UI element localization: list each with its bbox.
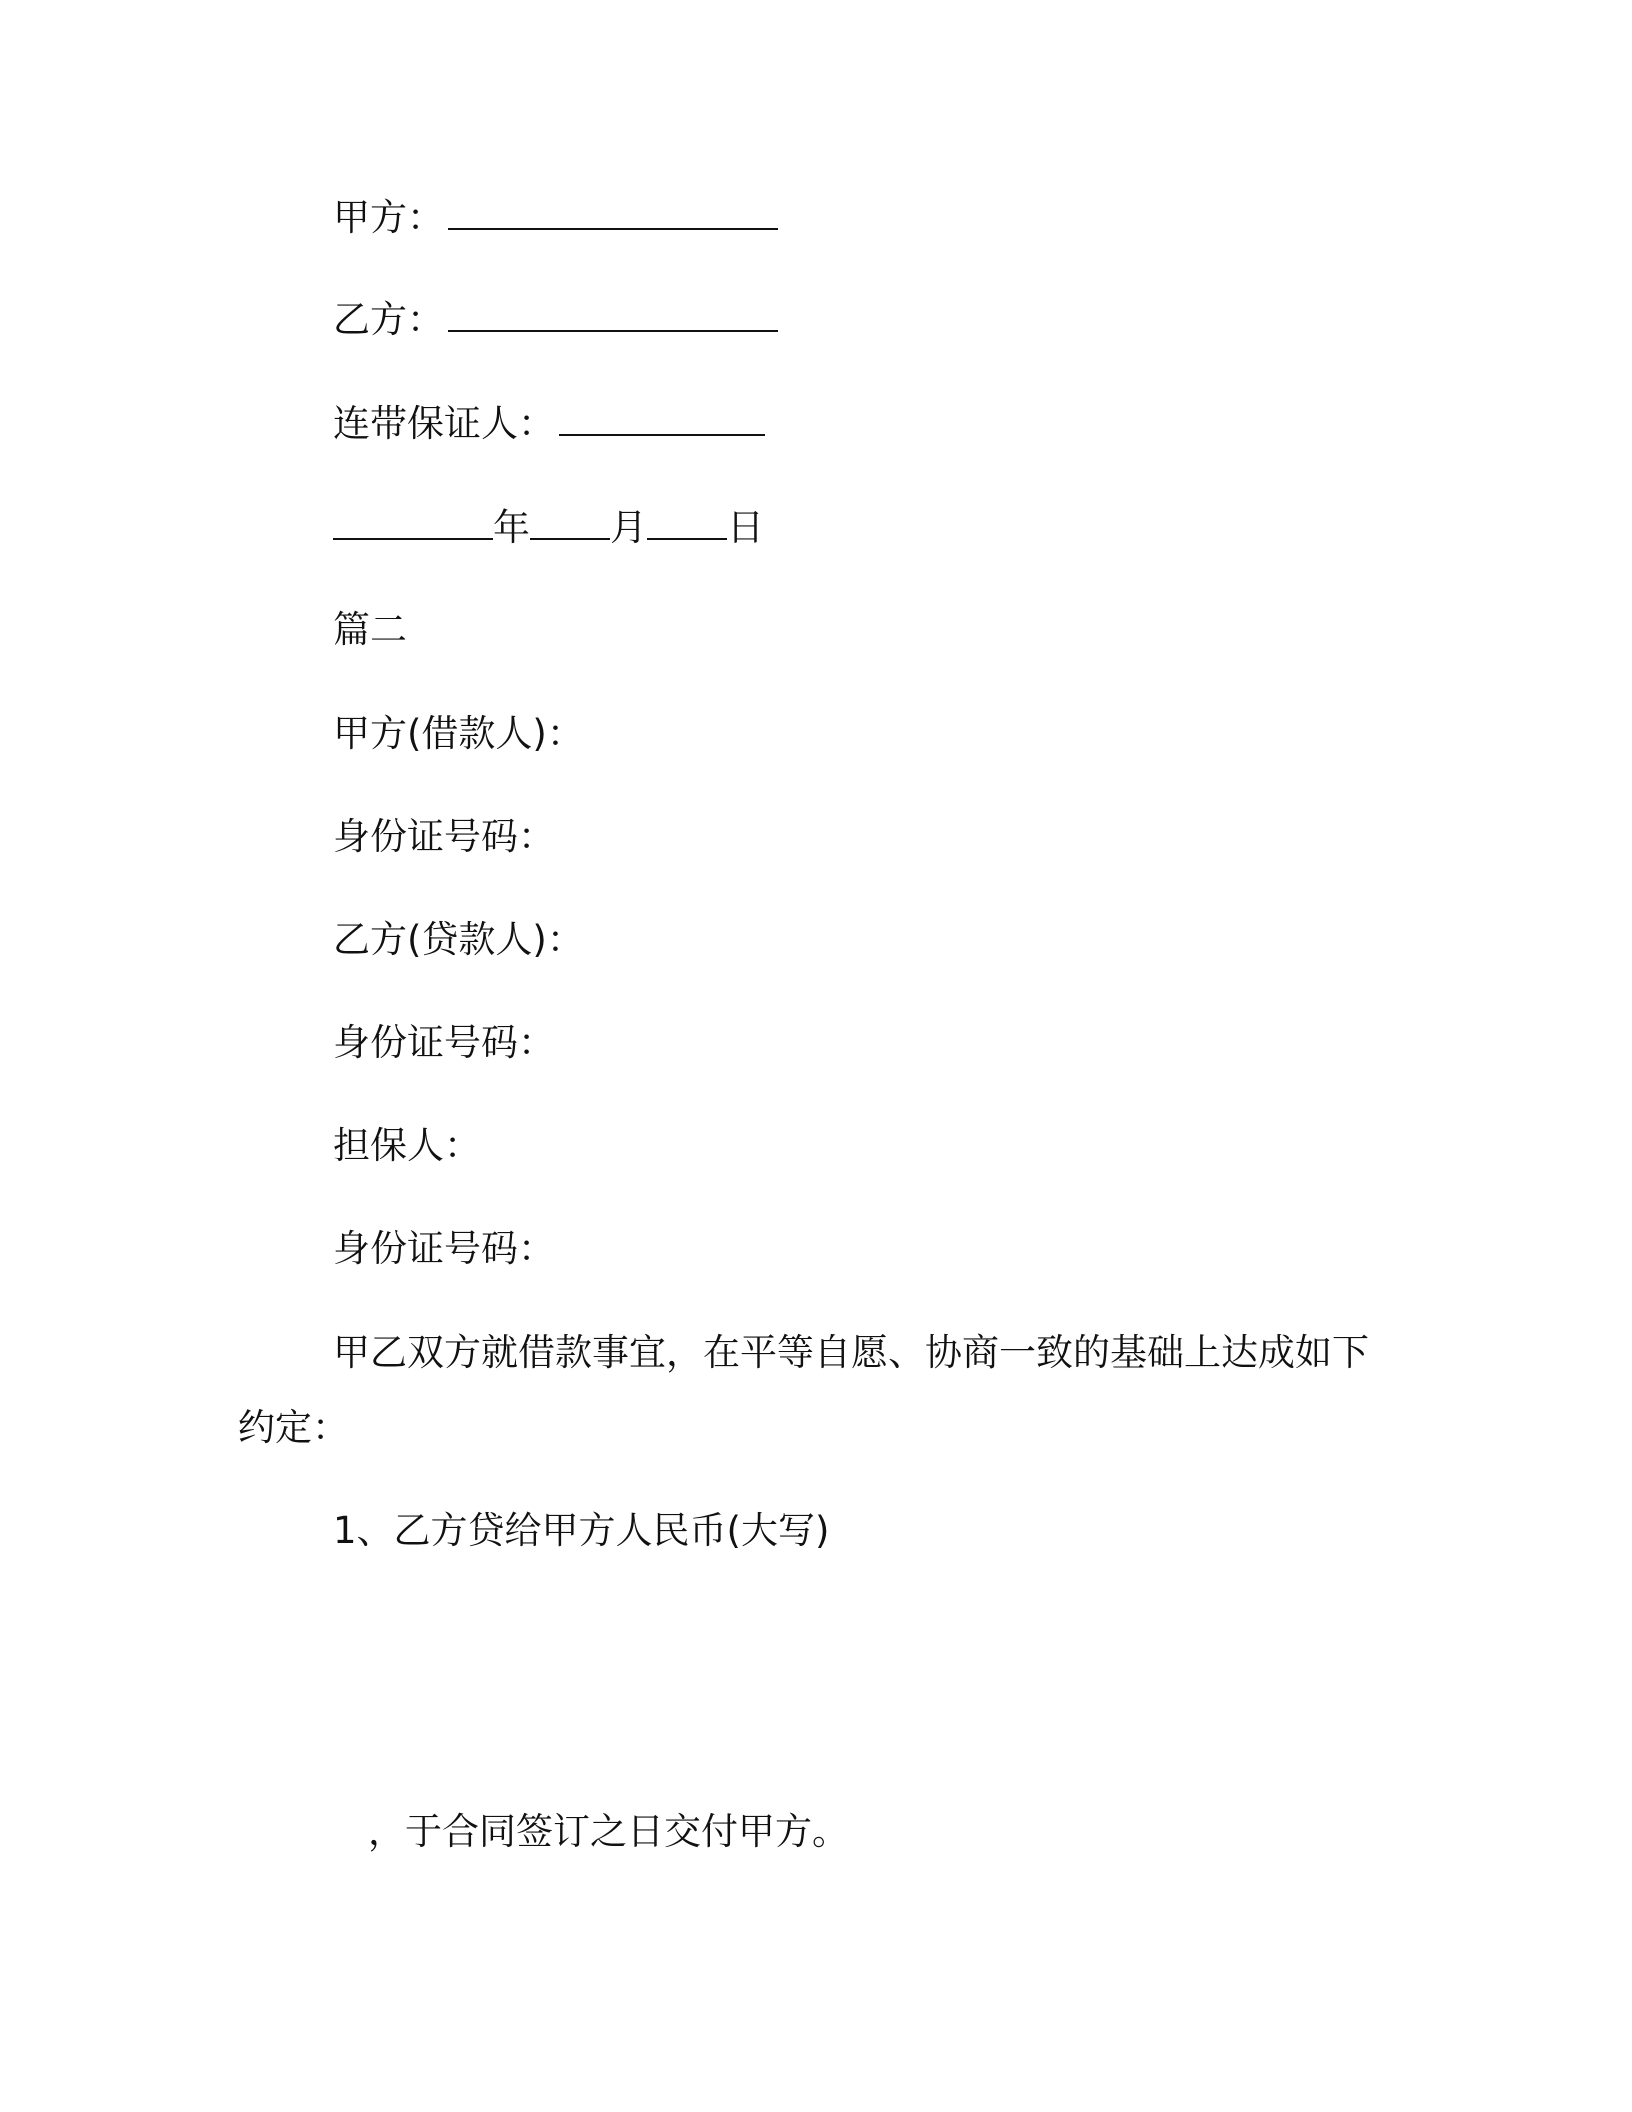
joint-guarantor-blank: [559, 404, 765, 436]
party-b-signature-line: [333, 296, 778, 344]
day-label: 日: [727, 506, 764, 549]
party-a-label: 甲方：: [333, 196, 444, 239]
lender-field: 乙方(贷款人)：: [333, 918, 584, 961]
clause-1-line2: ，于合同签订之日交付甲方。: [368, 1810, 849, 1853]
clause-1-line1: 1、乙方贷给甲方人民币(大写): [333, 1509, 830, 1552]
month-label: 月: [610, 506, 647, 549]
signing-date-line: [333, 504, 764, 552]
day-blank: [647, 508, 727, 540]
intro-paragraph-line2: 约定：: [238, 1406, 349, 1449]
borrower-field: 甲方(借款人)：: [333, 712, 584, 755]
section-title: 篇二: [333, 608, 407, 651]
year-blank: [333, 508, 493, 540]
party-b-label: 乙方：: [333, 298, 444, 341]
borrower-id-field: 身份证号码：: [333, 815, 555, 858]
intro-paragraph-line1: 甲乙双方就借款事宜，在平等自愿、协商一致的基础上达成如下: [333, 1331, 1369, 1374]
party-b-blank: [448, 300, 778, 332]
guarantor-id-field: 身份证号码：: [333, 1227, 555, 1270]
joint-guarantor-label: 连带保证人：: [333, 402, 555, 445]
lender-id-field: 身份证号码：: [333, 1021, 555, 1064]
year-label: 年: [493, 506, 530, 549]
party-a-blank: [448, 198, 778, 230]
party-a-signature-line: [333, 194, 778, 242]
guarantor-signature-line: [333, 400, 765, 448]
guarantor-field: 担保人：: [333, 1124, 481, 1167]
month-blank: [530, 508, 610, 540]
